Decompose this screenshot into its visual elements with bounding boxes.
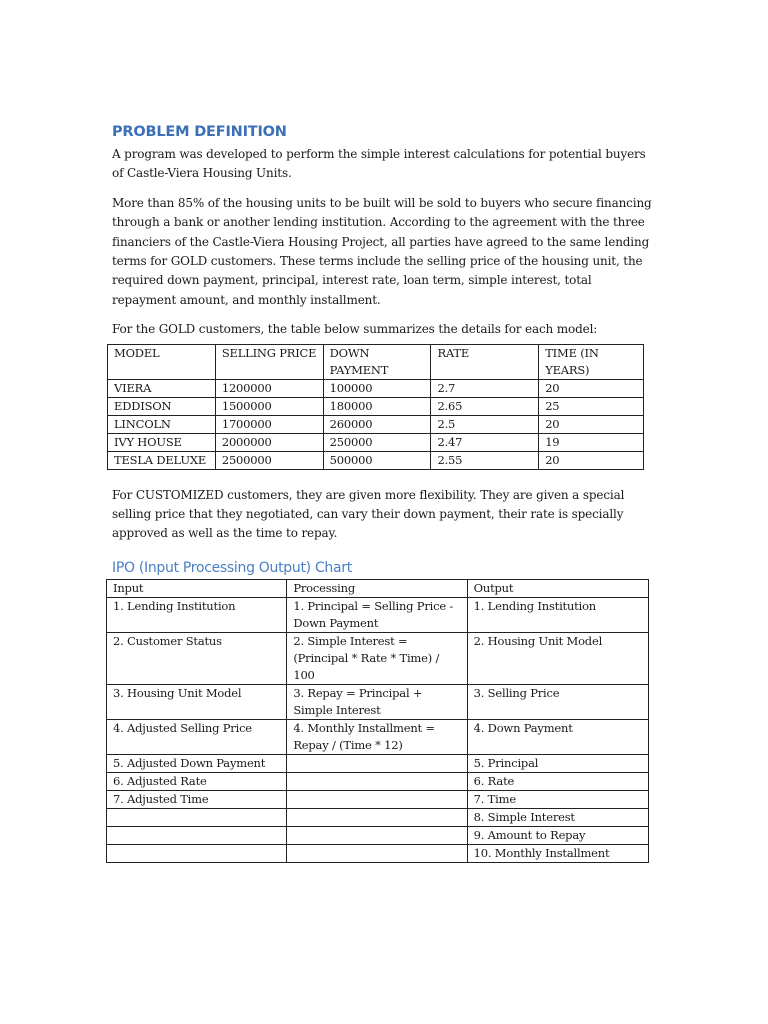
table-cell: 1. Principal = Selling Price - Down Payment: [287, 597, 467, 632]
ipo-row: [107, 772, 649, 790]
ipo-row: [107, 719, 649, 754]
table-cell: 2000000: [215, 433, 323, 451]
financing-paragraph: More than 85% of the housing units to be built will be sold to buyers who secure financing through a bank or another lending institution. According to the agreement with the three financiers of the Castle-Viera Housing Project, all parties have agreed to the same lending terms for GOLD customers. These terms include the selling price of the housing unit, the required down payment, principal, interest rate, loan term, simple interest, total repayment amount, and monthly installment.: [112, 195, 652, 307]
table-cell: 1200000: [215, 379, 323, 397]
table-cell: [287, 844, 467, 862]
table-cell: 2. Simple Interest = (Principal * Rate * Time) / 100: [287, 632, 467, 684]
ipo-row: [107, 632, 649, 684]
model-row: [108, 433, 644, 451]
table-cell: SELLING PRICE: [215, 344, 323, 379]
ipo-row: [107, 808, 649, 826]
table-cell: 8. Simple Interest: [467, 808, 648, 826]
table-cell: [287, 790, 467, 808]
table-cell: 20: [539, 379, 644, 397]
table-cell: TESLA DELUXE: [108, 451, 216, 469]
table-cell: 2.65: [431, 397, 539, 415]
table-cell: 25: [539, 397, 644, 415]
table-cell: 260000: [323, 415, 431, 433]
table-cell: 2.5: [431, 415, 539, 433]
table-cell: 2. Customer Status: [107, 632, 287, 684]
table-cell: [287, 754, 467, 772]
table-cell: 19: [539, 433, 644, 451]
table-cell: 3. Repay = Principal + Simple Interest: [287, 684, 467, 719]
table-cell: 7. Adjusted Time: [107, 790, 287, 808]
model-row: [108, 397, 644, 415]
problem-definition-heading: PROBLEM DEFINITION: [112, 124, 287, 140]
table-cell: LINCOLN: [108, 415, 216, 433]
gold-models-table: [107, 344, 644, 470]
table-cell: Output: [467, 579, 648, 597]
ipo-row: [107, 754, 649, 772]
table-cell: 20: [539, 415, 644, 433]
table-cell: 2. Housing Unit Model: [467, 632, 648, 684]
table-cell: 2.47: [431, 433, 539, 451]
table-cell: 5. Principal: [467, 754, 648, 772]
table-cell: VIERA: [108, 379, 216, 397]
table-cell: DOWN PAYMENT: [323, 344, 431, 379]
model-row: [108, 379, 644, 397]
table-cell: Processing: [287, 579, 467, 597]
table-cell: 2.7: [431, 379, 539, 397]
table-cell: 7. Time: [467, 790, 648, 808]
table-cell: [287, 808, 467, 826]
table-cell: 6. Adjusted Rate: [107, 772, 287, 790]
table-cell: 10. Monthly Installment: [467, 844, 648, 862]
table-cell: 4. Adjusted Selling Price: [107, 719, 287, 754]
table-cell: 2500000: [215, 451, 323, 469]
table-cell: 4. Down Payment: [467, 719, 648, 754]
ipo-row: [107, 826, 649, 844]
ipo-row: [107, 790, 649, 808]
header-row: [107, 579, 649, 597]
ipo-row: [107, 597, 649, 632]
table-cell: 4. Monthly Installment = Repay / (Time * 12): [287, 719, 467, 754]
table-cell: 3. Housing Unit Model: [107, 684, 287, 719]
table-cell: 180000: [323, 397, 431, 415]
table-cell: 3. Selling Price: [467, 684, 648, 719]
table-cell: MODEL: [108, 344, 216, 379]
table-cell: 1700000: [215, 415, 323, 433]
table-cell: TIME (IN YEARS): [539, 344, 644, 379]
table-cell: RATE: [431, 344, 539, 379]
table-cell: 500000: [323, 451, 431, 469]
table-cell: 100000: [323, 379, 431, 397]
ipo-row: [107, 844, 649, 862]
table-cell: 1. Lending Institution: [467, 597, 648, 632]
table-cell: [107, 808, 287, 826]
table-cell: EDDISON: [108, 397, 216, 415]
table-cell: 20: [539, 451, 644, 469]
ipo-chart-heading: IPO (Input Processing Output) Chart: [112, 559, 352, 576]
customized-paragraph: For CUSTOMIZED customers, they are given more flexibility. They are given a special selling price that they negotiated, can vary their down payment, their rate is specially approved as well as the time to repay.: [112, 487, 625, 541]
intro-paragraph: A program was developed to perform the simple interest calculations for potential buyers of Castle-Viera Housing Units.: [112, 147, 646, 181]
gold-table-intro: For the GOLD customers, the table below summarizes the details for each model:: [112, 322, 598, 337]
table-cell: 250000: [323, 433, 431, 451]
model-row: [108, 415, 644, 433]
table-cell: 1500000: [215, 397, 323, 415]
table-cell: 9. Amount to Repay: [467, 826, 648, 844]
table-cell: 6. Rate: [467, 772, 648, 790]
model-row: [108, 451, 644, 469]
ipo-chart-table: [106, 579, 649, 863]
table-cell: 1. Lending Institution: [107, 597, 287, 632]
table-cell: IVY HOUSE: [108, 433, 216, 451]
header-row: [108, 344, 644, 379]
table-cell: [287, 772, 467, 790]
table-cell: Input: [107, 579, 287, 597]
table-cell: [107, 826, 287, 844]
ipo-row: [107, 684, 649, 719]
table-cell: [287, 826, 467, 844]
table-cell: 2.55: [431, 451, 539, 469]
document-page: [112, 124, 652, 863]
table-cell: 5. Adjusted Down Payment: [107, 754, 287, 772]
table-cell: [107, 844, 287, 862]
